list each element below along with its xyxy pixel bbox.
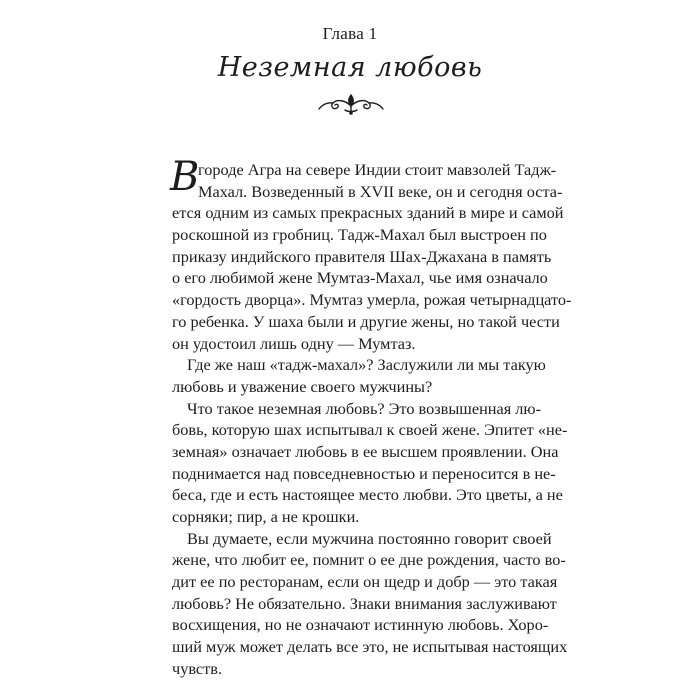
text-line: Где же наш «тадж-махал»? Заслужили ли мы такую bbox=[187, 355, 546, 375]
text-line: сорняки; пир, а не крошки. bbox=[172, 507, 360, 526]
body-text bbox=[170, 154, 572, 680]
chapter-title: Неземная любовь bbox=[217, 52, 483, 83]
text-line: Вы думаете, если мужчина постоянно говорит своей bbox=[187, 528, 552, 548]
text-line: о его любимой жене Мумтаз-Махал, чье имя означало bbox=[172, 268, 548, 288]
text-line: жене, что любит ее, помнит о ее дне рождения, часто во- bbox=[172, 550, 566, 570]
text-line: земная» означает любовь в ее высшем проявлении. Она bbox=[172, 441, 559, 461]
text-line: дит ее по ресторанам, если он щедр и добр — это такая bbox=[172, 572, 558, 592]
text-line: ший муж может делать все это, не испытывая настоящих bbox=[172, 637, 568, 657]
text-line: беса, где и есть настоящее место любви. Это цветы, а не bbox=[172, 485, 563, 505]
text-line: городе Агра на севере Индии стоит мавзолей Тадж- bbox=[198, 160, 557, 179]
text-line: любовь? Не обязательно. Знаки внимания заслуживают bbox=[172, 593, 557, 613]
text-line: Что такое неземная любовь? Это возвышенная лю- bbox=[187, 398, 541, 418]
text-line: любовь и уважение своего мужчины? bbox=[172, 376, 433, 396]
chapter-label: Глава 1 bbox=[322, 24, 378, 43]
text-line: поднимается над повседневностью и переносится в не- bbox=[172, 463, 556, 483]
text-line: ется одним из самых прекрасных зданий в мире и самой bbox=[172, 203, 564, 223]
drop-cap: В bbox=[170, 154, 200, 200]
text-line: роскошной из гробниц. Тадж-Махал был выстроен по bbox=[172, 225, 547, 245]
text-line: «гордость дворца». Мумтаз умерла, рожая четырнадцато- bbox=[172, 290, 572, 310]
text-line: восхищения, но не означают истинную любовь. Хоро- bbox=[172, 615, 549, 635]
floral-ornament-icon bbox=[315, 92, 387, 116]
text-line: приказу индийского правителя Шах-Джахана в память bbox=[172, 246, 552, 266]
text-line: бовь, которую шах испытывал к своей жене. Эпитет «не- bbox=[172, 420, 568, 440]
text-line: го ребенка. У шаха были и другие жены, но такой чести bbox=[172, 311, 560, 331]
text-line: чувств. bbox=[172, 658, 223, 678]
text-line: он удостоил лишь одну — Мумтаз. bbox=[172, 333, 416, 353]
text-line: Махал. Возведенный в XVII веке, он и сегодня оста- bbox=[198, 181, 563, 201]
